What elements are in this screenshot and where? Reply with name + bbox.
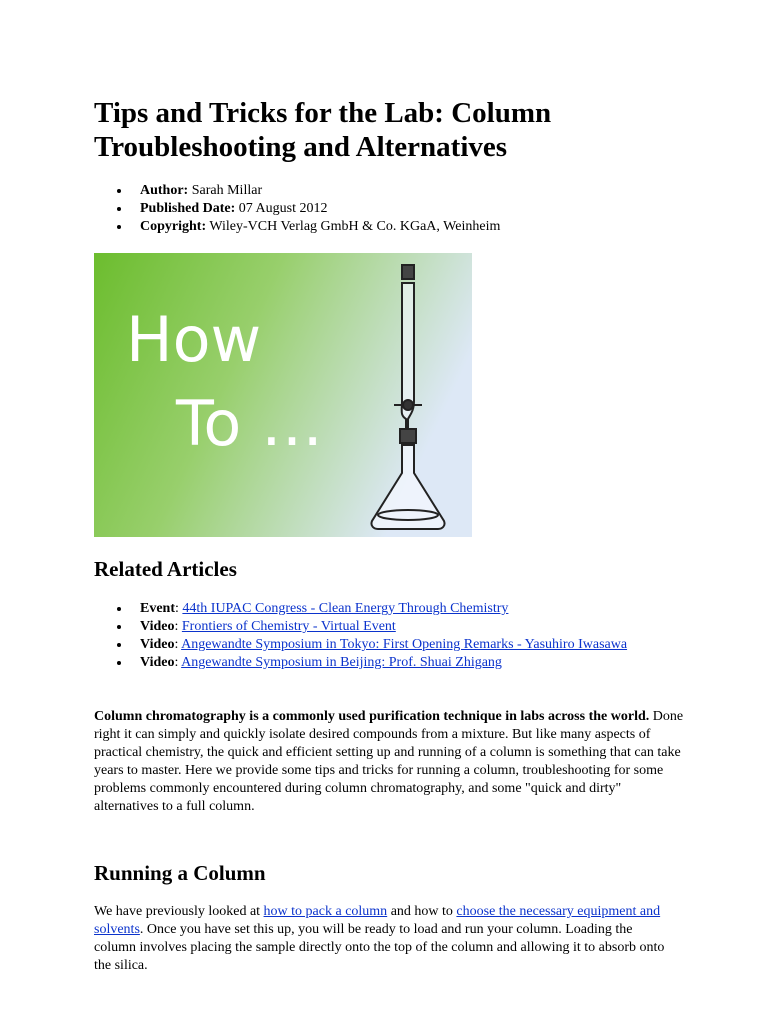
how-to-hero-image bbox=[94, 253, 472, 537]
meta-author-label: Author: bbox=[140, 183, 189, 198]
running-a-column-heading: Running a Column bbox=[94, 861, 266, 885]
intro-text: Done right it can simply and quickly isolate desired compounds from a mixture. But like many aspects of practical chemistry, the quick and efficient setting up and running of a column is something that can take years to master. Here we provide some tips and tricks for running a column, troubleshooting for some problems commonly encountered during column chromatography, and some "quick and dirty" alternatives to a full column. bbox=[94, 709, 684, 814]
meta-date-value: 07 August 2012 bbox=[238, 201, 328, 216]
hero-text-to: To … bbox=[176, 387, 323, 460]
related-link-symposium-tokyo[interactable]: Angewandte Symposium in Tokyo: First Opening Remarks - Yasuhiro Iwasawa bbox=[181, 637, 628, 652]
related-item-separator: : bbox=[175, 601, 183, 616]
related-item bbox=[94, 636, 654, 654]
related-item-type: Video bbox=[140, 619, 175, 634]
related-item-type: Video bbox=[140, 637, 175, 652]
meta-published-date bbox=[94, 200, 694, 218]
meta-copyright-value: Wiley-VCH Verlag GmbH & Co. KGaA, Weinheim bbox=[209, 219, 501, 234]
related-item bbox=[94, 618, 654, 636]
related-link-symposium-beijing[interactable]: Angewandte Symposium in Beijing: Prof. Shuai Zhigang bbox=[181, 655, 502, 670]
meta-author bbox=[94, 182, 694, 200]
related-item-separator: : bbox=[174, 619, 182, 634]
running-text-3: . Once you have set this up, you will be ready to load and run your column. Loading the column involves placing the sample directly onto the top of the column and allowing it to absorb onto the silica. bbox=[94, 922, 665, 973]
meta-copyright bbox=[94, 218, 694, 236]
meta-author-value: Sarah Millar bbox=[191, 183, 263, 198]
hero-text-how: How bbox=[126, 303, 262, 376]
running-text-2: and how to bbox=[387, 904, 457, 919]
related-articles-list bbox=[94, 600, 654, 672]
related-item-type: Event bbox=[140, 601, 175, 616]
related-item-separator: : bbox=[174, 637, 182, 652]
related-link-frontiers-of-chemistry[interactable]: Frontiers of Chemistry - Virtual Event bbox=[181, 619, 396, 634]
article-meta-list bbox=[94, 182, 694, 236]
related-item-type: Video bbox=[140, 655, 175, 670]
link-how-to-pack-a-column[interactable]: how to pack a column bbox=[263, 904, 388, 919]
intro-bold-lead: Column chromatography is a commonly used purification technique in labs across the world. bbox=[94, 709, 650, 724]
related-link-iupac-congress[interactable]: 44th IUPAC Congress - Clean Energy Through Chemistry bbox=[182, 601, 509, 616]
link-choose-equipment-and-solvents[interactable]: choose the necessary equipment and solvents bbox=[94, 904, 661, 937]
meta-copyright-label: Copyright: bbox=[140, 219, 207, 234]
intro-paragraph bbox=[94, 708, 684, 816]
related-articles-heading: Related Articles bbox=[94, 557, 237, 581]
article-title: Tips and Tricks for the Lab: Column Troubleshooting and Alternatives bbox=[94, 97, 552, 163]
running-text-1: We have previously looked at bbox=[94, 904, 264, 919]
meta-date-label: Published Date: bbox=[140, 201, 236, 216]
related-item bbox=[94, 600, 654, 618]
related-item bbox=[94, 654, 654, 672]
related-item-separator: : bbox=[174, 655, 182, 670]
running-a-column-paragraph bbox=[94, 903, 669, 975]
